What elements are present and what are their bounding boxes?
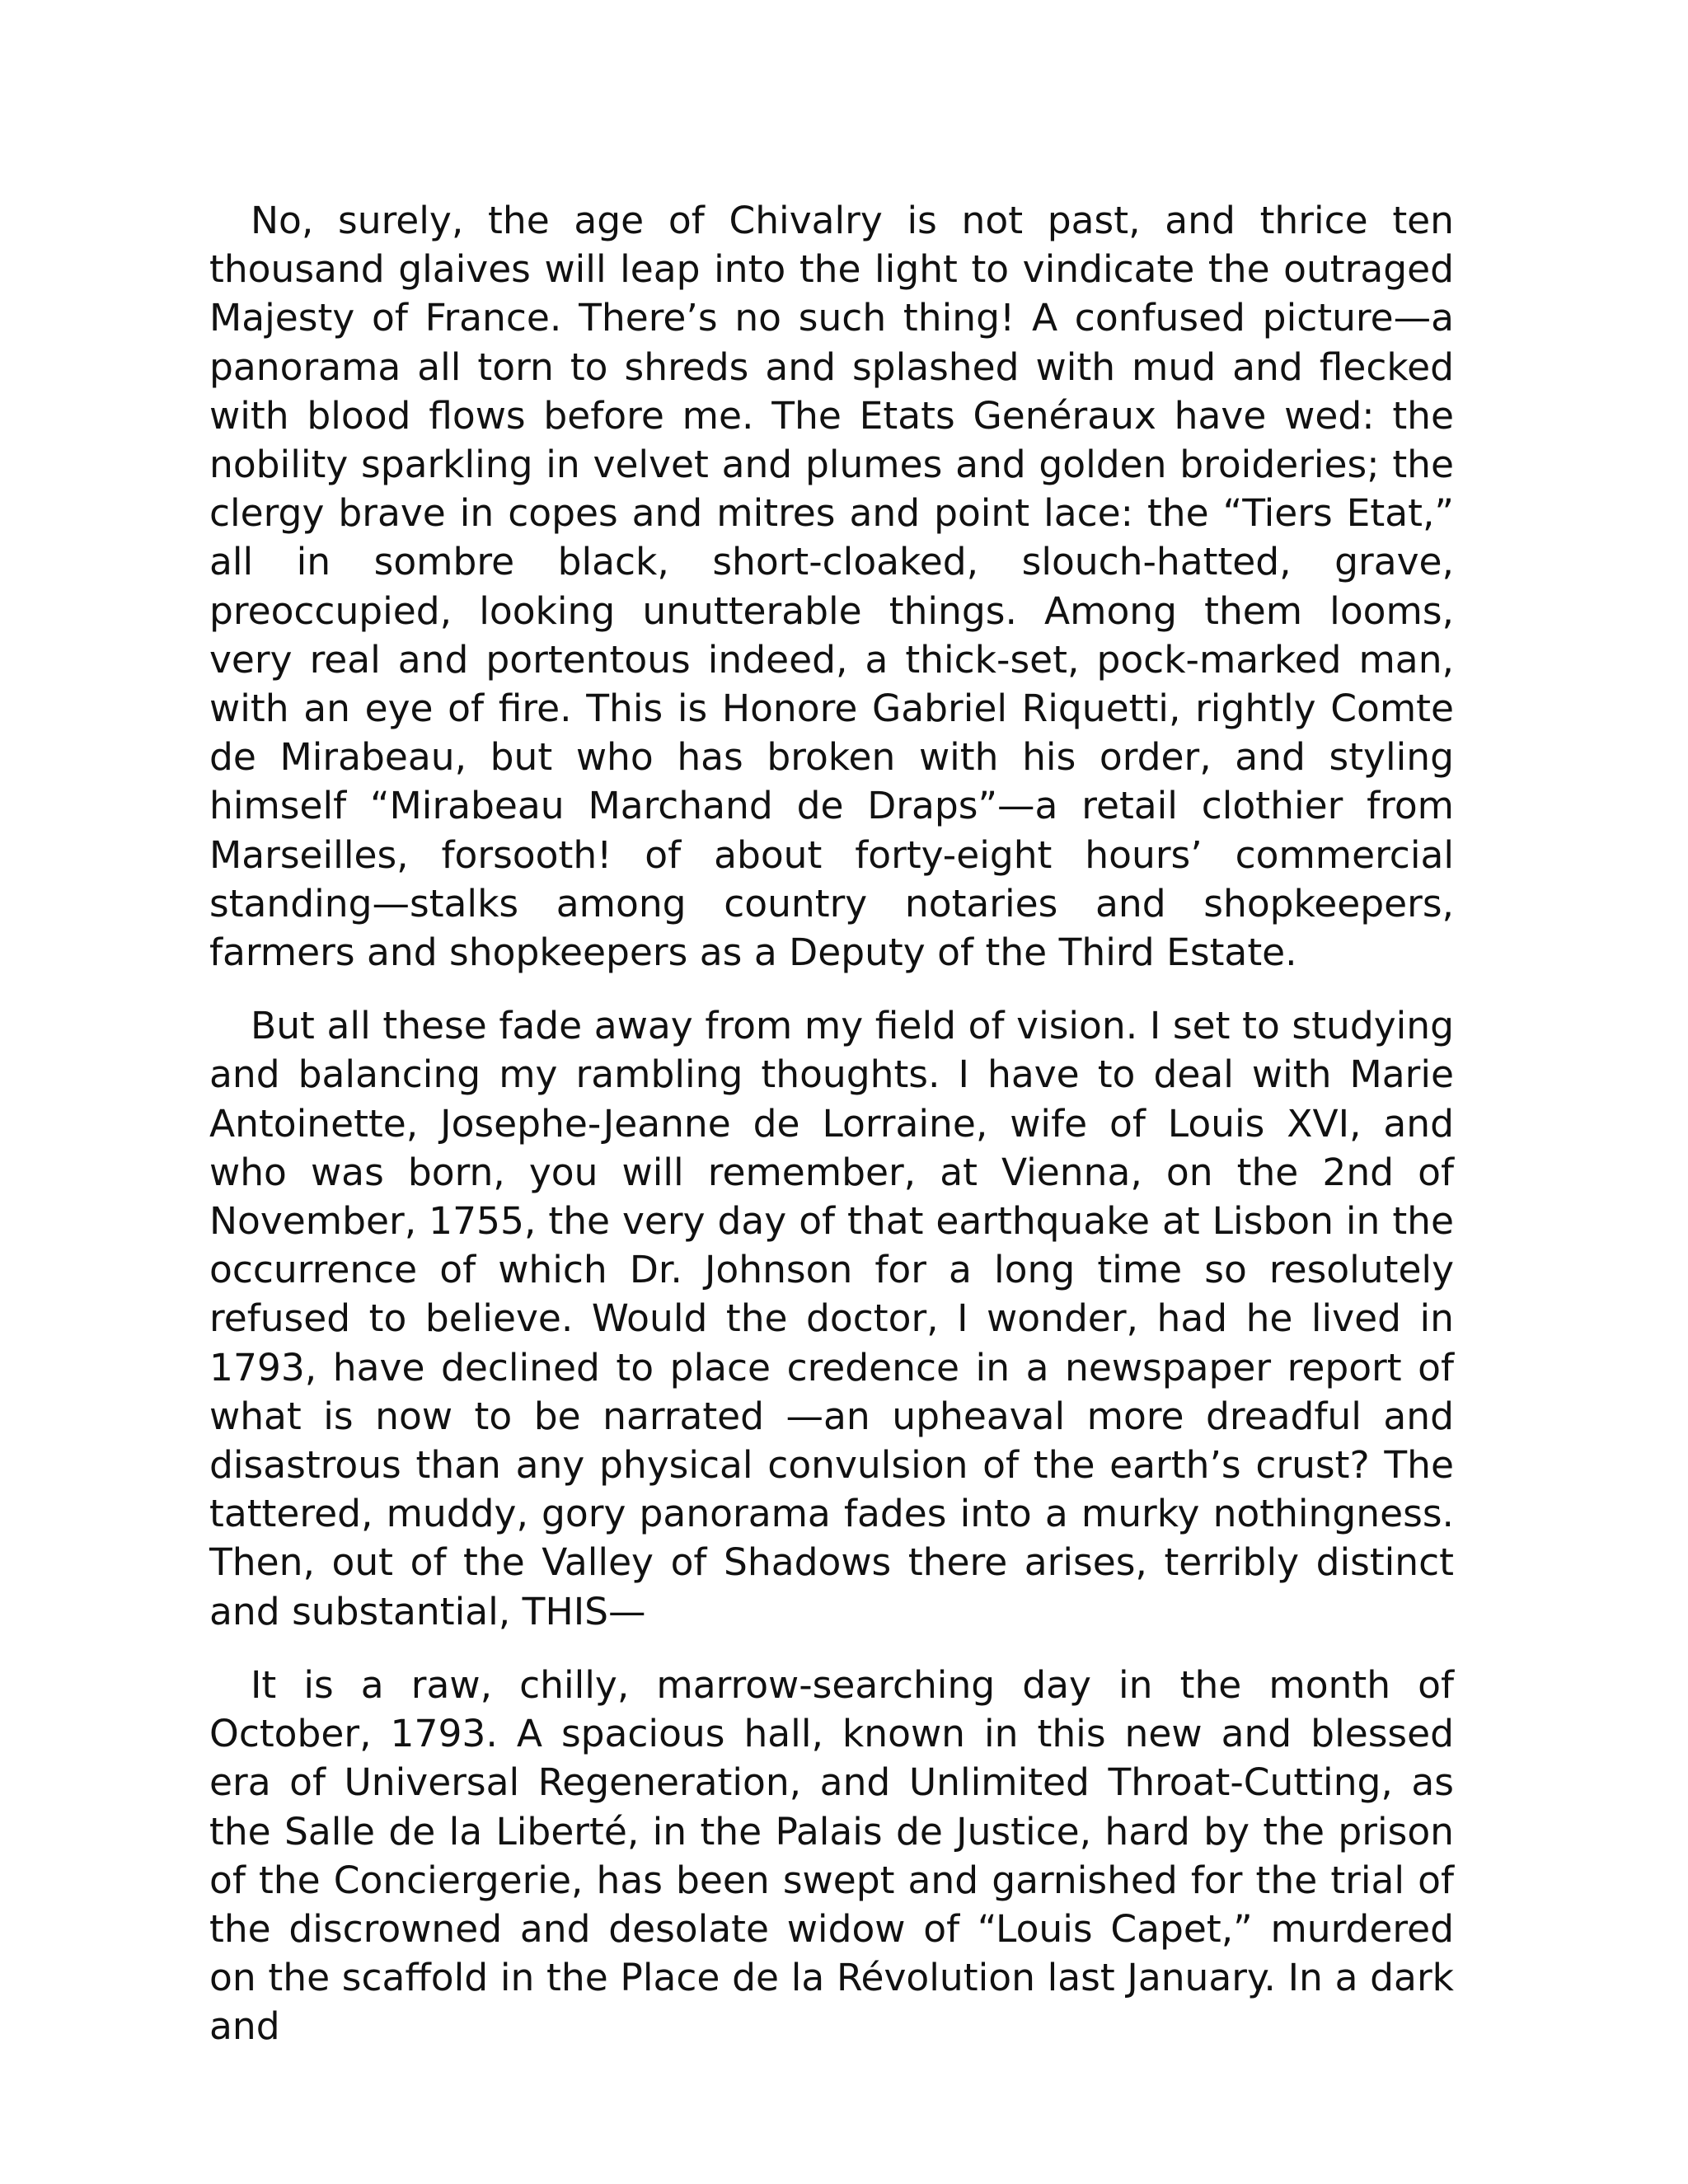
page-text <box>209 196 1454 2076</box>
paragraph-3: It is a raw, chilly, marrow-searching day in the month of October, 1793. A spacious hall, known in this new and blessed era of Universal Regeneration, and Unlimited Throat-Cutting, as the Salle de la Liberté, in the Palais de Justice, hard by the prison of the Conciergerie, has been swept and garnished for the trial of the discrowned and desolate widow of “Louis Capet,” murdered on the scaffold in the Place de la Révolution last January. In a dark and <box>209 1662 1454 2049</box>
paragraph-2: But all these fade away from my field of vision. I set to studying and balancing my rambling thoughts. I have to deal with Marie Antoinette, Josephe-Jeanne de Lorraine, wife of Louis XVI, and who was born, you will remember, at Vienna, on the 2nd of November, 1755, the very day of that earthquake at Lisbon in the occurrence of which Dr. Johnson for a long time so resolutely refused to believe. Would the doctor, I wonder, had he lived in 1793, have declined to place credence in a newspaper report of what is now to be narrated —an upheaval more dreadful and disastrous than any physical convulsion of the earth’s crust? The tattered, muddy, gory panorama fades into a murky nothingness. Then, out of the Valley of Shadows there arises, terribly distinct and substantial, THIS— <box>209 1004 1454 1633</box>
paragraph-1: No, surely, the age of Chivalry is not past, and thrice ten thousand glaives will leap into the light to vindicate the outraged Majesty of France. There’s no such thing! A confused picture—a panorama all torn to shreds and splashed with mud and flecked with blood flows before me. The Etats Genéraux have wed: the nobility sparkling in velvet and plumes and golden broideries; the clergy brave in copes and mitres and point lace: the “Tiers Etat,” all in sombre black, short-cloaked, slouch-hatted, grave, preoccupied, looking unutterable things. Among them looms, very real and portentous indeed, a thick-set, pock-marked man, with an eye of fire. This is Honore Gabriel Riquetti, rightly Comte de Mirabeau, but who has broken with his order, and styling himself “Mirabeau Marchand de Draps”—a retail clothier from Marseilles, forsooth! of about forty-eight hours’ commercial standing—stalks among country notaries and shopkeepers, farmers and shopkeepers as a Deputy of the Third Estate. <box>209 199 1454 975</box>
